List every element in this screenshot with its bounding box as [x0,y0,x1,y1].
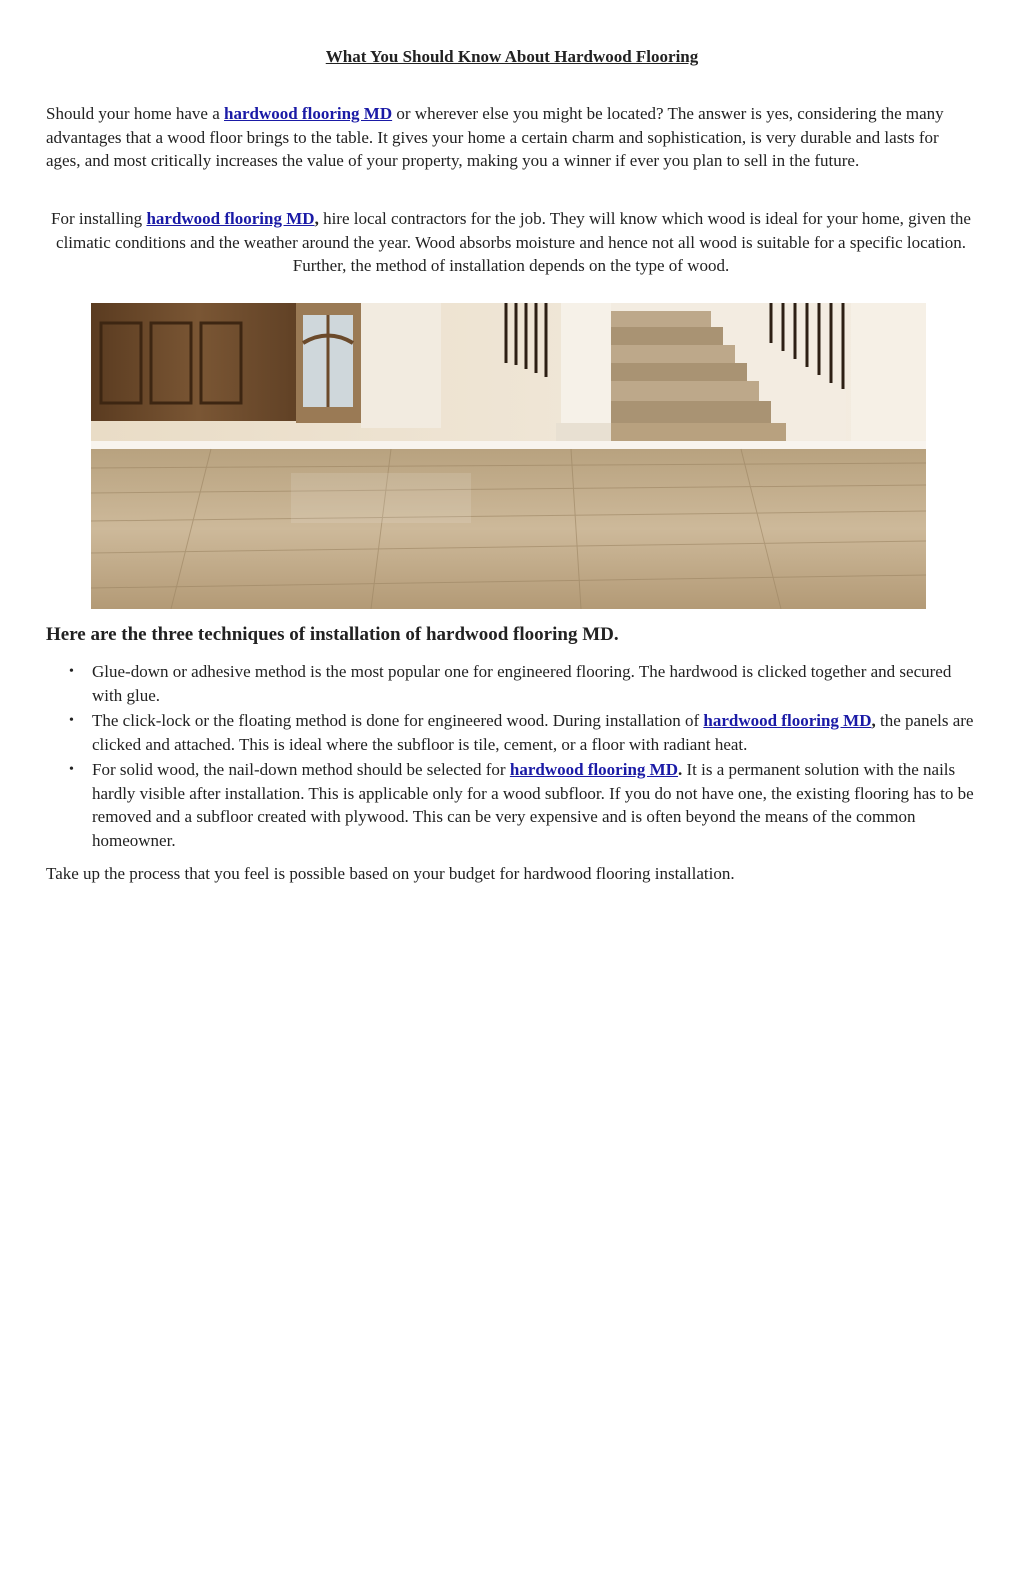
bullet-icon: • [69,713,74,728]
technique-punct: , [871,711,876,730]
closing-paragraph: Take up the process that you feel is possible based on your budget for hardwood flooring installation. [46,864,735,883]
intro-text-after-link: or wherever else you might be located? The answer is yes, considering the many advantages that a wood floor brings to the table. It gives your home a certain charm and sophistication, is very durable and lasts for ages, and most critically increases the value of your property, making you a winner if ever you plan to sell in the future. [46,104,944,170]
techniques-heading: Here are the three techniques of installation of hardwood flooring MD. [46,624,619,645]
document-title: What You Should Know About Hardwood Flooring [325,47,699,66]
technique-text-after-link: It is a permanent solution with the nails hardly visible after installation. This is applicable only for a wood subfloor. If you do not have one, the existing flooring has to be removed and a subfloor created with plywood. This can be very expensive and is often beyond the means of the common homeowner. [92,760,974,850]
intro-text-before-link: Should your home have a [46,104,224,123]
installing-punct: , [314,209,319,228]
technique-item-click-lock [46,709,976,756]
hardwood-floor-staircase-photo [91,303,926,609]
bullet-icon: • [69,762,74,777]
hardwood-flooring-link-2[interactable]: hardwood flooring MD [146,209,315,228]
hardwood-flooring-link-3[interactable]: hardwood flooring MD [703,711,872,730]
technique-punct: . [677,760,683,779]
installing-text-before-link: For installing [51,209,147,228]
hardwood-flooring-link-1[interactable]: hardwood flooring MD [224,104,393,123]
technique-text: Glue-down or adhesive method is the most popular one for engineered flooring. The hardwood is clicked together and secured with glue. [92,662,952,705]
technique-text-before-link: For solid wood, the nail-down method should be selected for [92,760,510,779]
intro-paragraph [46,102,966,173]
technique-item-glue-down [46,660,976,707]
installing-text-after-link: hire local contractors for the job. They will know which wood is ideal for your home, given the climatic conditions and the weather around the year. Wood absorbs moisture and hence not all wood is suitable for a specific location. Further, the method of installation depends on the type of wood. [56,209,971,275]
technique-text-before-link: The click-lock or the floating method is done for engineered wood. During installation of [92,711,704,730]
technique-item-nail-down [46,758,976,852]
hardwood-flooring-link-4[interactable]: hardwood flooring MD [509,760,678,779]
techniques-list [46,660,976,854]
technique-text-after-link: the panels are clicked and attached. This is ideal where the subfloor is tile, cement, or a floor with radiant heat. [92,711,974,754]
installing-paragraph [46,207,976,278]
bullet-icon: • [69,664,74,679]
